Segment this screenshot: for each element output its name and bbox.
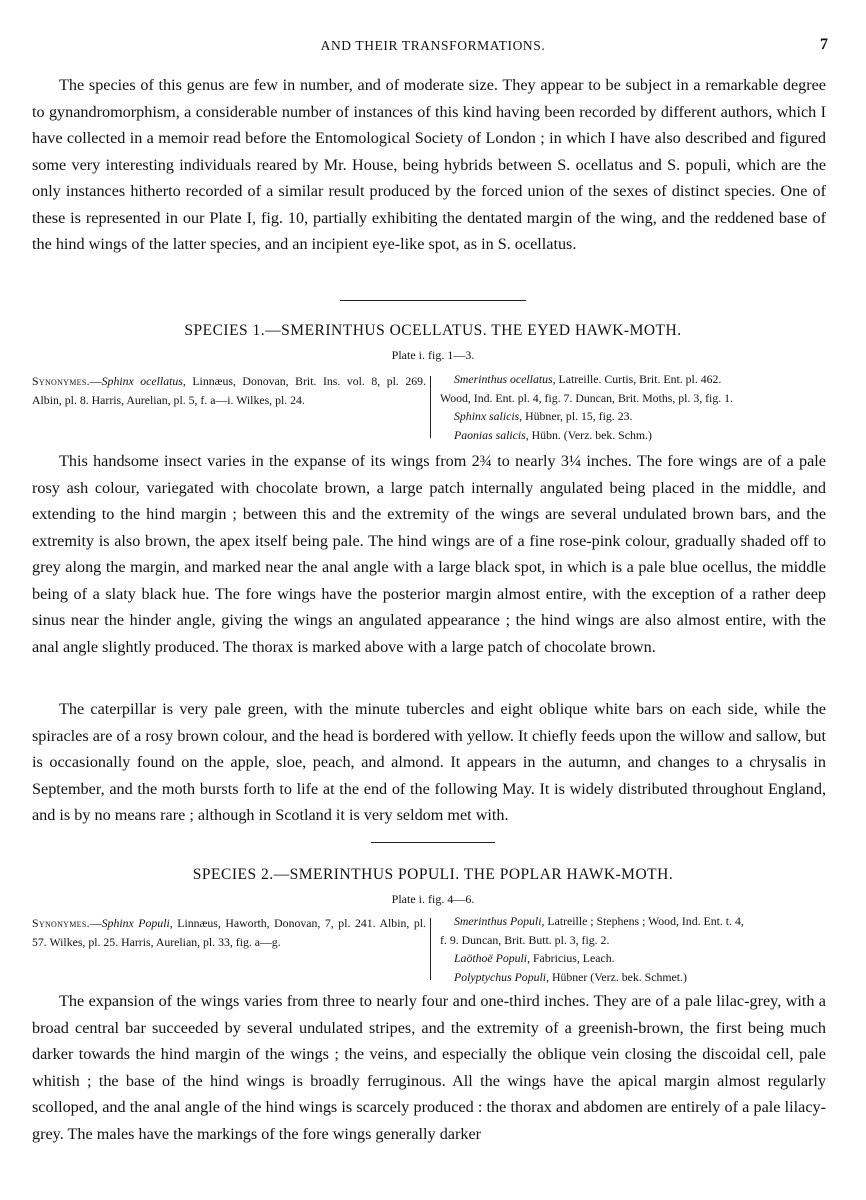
species-1-synonyms-right — [440, 370, 832, 444]
species-2-description: The expansion of the wings varies from three to nearly four and one-third inches. They are of a pale lilac-grey, with a broad central bar succeeded by several undulated stripes, and the extremity of a greenish-brown, the first being much darker towards the hind margin of the wings ; the veins, and especially the oblique vein closing the discoidal cell, pale whitish ; the base of the hind wings is broadly ferruginous. All the wings have the apical margin almost regularly scolloped, and the anal angle of the hind wings is scarcely produced : the thorax and abdomen are entirely of a pale lilacy-grey. The males have the markings of the fore wings generally darker — [32, 992, 826, 1143]
page-number: 7 — [820, 36, 828, 53]
intro-paragraph: The species of this genus are few in number, and of moderate size. They appear to be subject in a remarkable degree to gynandromorphism, a considerable number of instances of this kind having been recorded by different authors, which I have collected in a memoir read before the Entomological Society of London ; in which I have also described and figured some very interesting individuals reared by Mr. House, being hybrids between S. ocellatus and S. populi, which are the only instances hitherto recorded of a similar result produced by the forced union of the sexes of distinct species. One of these is represented in our Plate I, fig. 10, partially exhibiting the dentated margin of the wing, and the reddened base of the hind wings of the latter species, and an incipient eye-like spot, as in S. ocellatus. — [32, 76, 826, 253]
synonym-line: Smerinthus ocellatus, Latreille. Curtis, Brit. Ent. pl. 462. — [454, 372, 722, 386]
species-2-plate-ref: Plate i. fig. 4—6. — [391, 892, 475, 906]
synonyms-label: Synonymes. — [32, 916, 90, 930]
synonym-line: Wood, Ind. Ent. pl. 4, fig. 7. Duncan, Brit. Moths, pl. 3, fig. 1. — [440, 390, 733, 405]
synonym-citation: , Linnæus, Haworth, Donovan, 7, pl. 241. Albin, pl. 57. Wilkes, pl. 25. Harris, Aurelian, pl. 33, fig. a—g. — [32, 916, 426, 949]
running-head: AND THEIR TRANSFORMATIONS. — [320, 38, 546, 53]
synonym-name: Sphinx ocellatus — [101, 374, 183, 388]
synonym-name: Sphinx Populi — [101, 916, 170, 930]
synonyms-divider — [430, 376, 431, 438]
synonyms-label: Synonymes. — [32, 374, 90, 388]
species-2-heading: SPECIES 2.—SMERINTHUS POPULI. THE POPLAR HAWK-MOTH. — [192, 866, 674, 883]
synonym-line: Sphinx salicis, Hübner, pl. 15, fig. 23. — [454, 409, 633, 423]
section-divider — [371, 842, 495, 843]
synonym-line: Polyptychus Populi, Hübner (Verz. bek. Schmet.) — [454, 969, 687, 984]
synonym-line: Smerinthus Populi, Latreille ; Stephens ; Wood, Ind. Ent. t. 4, — [454, 914, 744, 928]
synonyms-divider — [430, 918, 431, 980]
synonym-line: Paonias salicis, Hübn. (Verz. bek. Schm.) — [454, 427, 652, 442]
species-1-plate-ref: Plate i. fig. 1—3. — [391, 348, 475, 362]
synonym-citation: , Linnæus, Donovan, Brit. Ins. vol. 8, pl. 269. Albin, pl. 8. Harris, Aurelian, pl. 5, f. a—i. Wilkes, pl. 24. — [32, 374, 426, 407]
species-2-synonyms-right — [440, 912, 832, 986]
species-1-description: This handsome insect varies in the expanse of its wings from 2¾ to nearly 3¼ inches. The fore wings are of a pale rosy ash colour, variegated with chocolate brown, a large patch internally angulated being placed in the middle, and extending to the hind margin ; between this and the extremity of the wings are several undulated brown bars, and the extremity is also brown, the apex itself being pale. The hind wings are of a fine rose-pink colour, gradually shaded off to grey along the margin, and marked near the anal angle with a large black spot, in which is a pale blue ocellus, the middle being of a slaty black hue. The fore wings have the posterior margin almost entire, with the exception of a rather deep sinus near the hinder angle, giving the wings an angulated appearance ; the hind wings are also almost entire, with the anal angle slightly produced. The thorax is marked above with a large patch of chocolate brown. — [32, 452, 826, 656]
species-1-caterpillar: The caterpillar is very pale green, with the minute tubercles and eight oblique white bars on each side, while the spiracles are of a rosy brown colour, and the head is bordered with yellow. It chiefly feeds upon the willow and sallow, but is occasionally found on the apple, sloe, peach, and almond. It appears in the autumn, and changes to a chrysalis in September, and the moth bursts forth to life at the end of the following May. It is widely distributed throughout England, and is by no means rare ; although in Scotland it is very seldom met with. — [32, 700, 826, 824]
species-2-synonyms-left: Synonymes.—Sphinx Populi, Linnæus, Haworth, Donovan, 7, pl. 241. Albin, pl. 57. Wilkes, pl. 25. Harris, Aurelian, pl. 33, fig. a—g. — [32, 916, 426, 949]
species-1-synonyms-left: Synonymes.—Sphinx ocellatus, Linnæus, Donovan, Brit. Ins. vol. 8, pl. 269. Albin, pl. 8. Harris, Aurelian, pl. 5, f. a—i. Wilkes, pl. 24. — [32, 374, 426, 407]
section-divider — [340, 300, 526, 301]
species-1-heading: SPECIES 1.—SMERINTHUS OCELLATUS. THE EYED HAWK-MOTH. — [184, 322, 682, 339]
synonym-line: f. 9. Duncan, Brit. Butt. pl. 3, fig. 2. — [440, 932, 610, 947]
synonym-line: Laöthoë Populi, Fabricius, Leach. — [454, 951, 615, 965]
